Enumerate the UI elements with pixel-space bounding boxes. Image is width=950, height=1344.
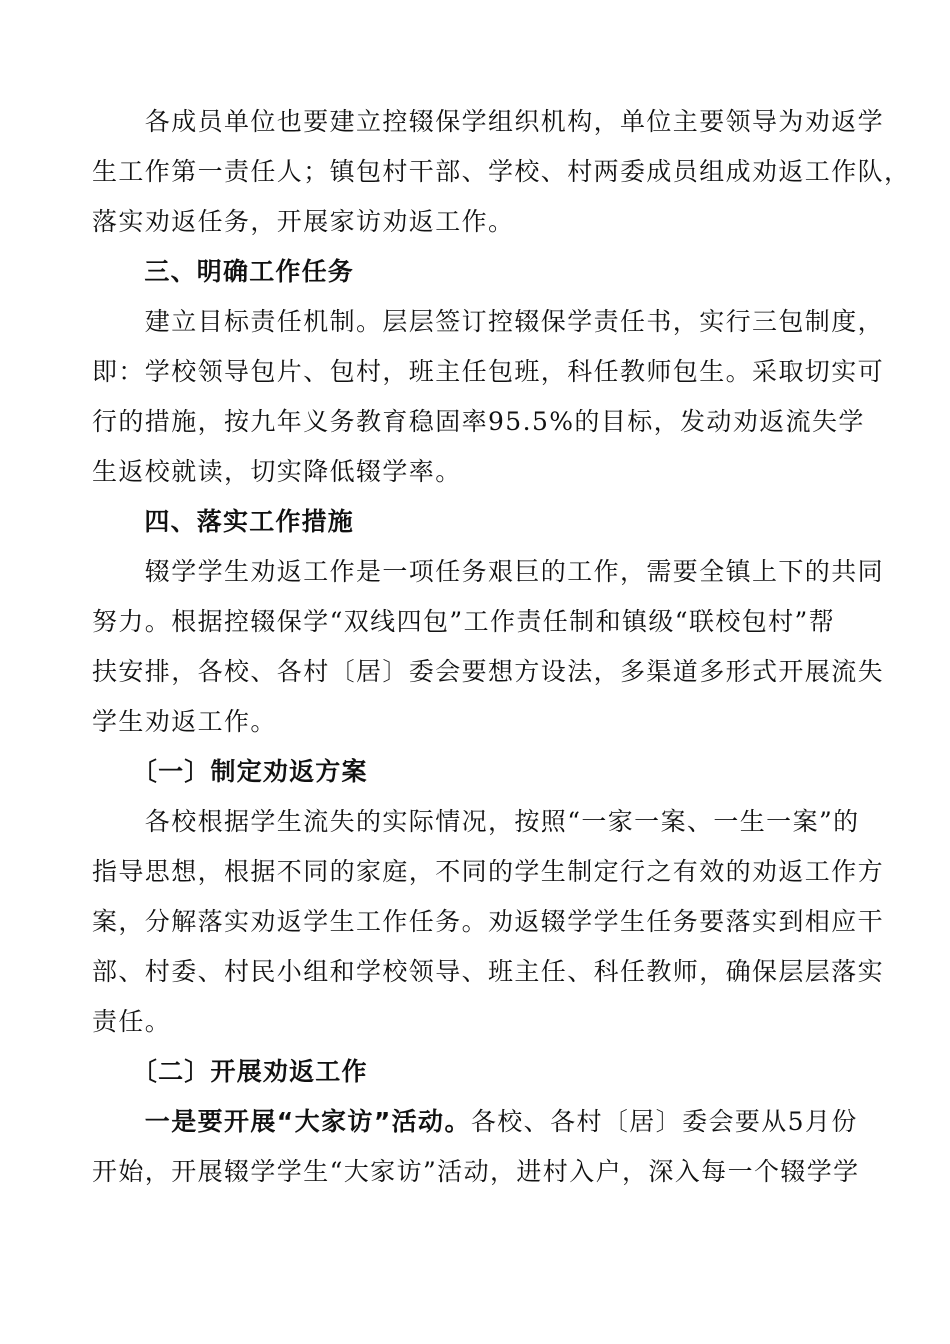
paragraph-line: 各成员单位也要建立控辍保学组织机构，单位主要领导为劝返学 (92, 107, 885, 136)
paragraph-line: 落实劝返任务，开展家访劝返工作。 (92, 207, 515, 236)
paragraph-line: 即：学校领导包片、包村，班主任包班，科任教师包生。采取切实可 (92, 357, 885, 386)
paragraph-line: 辍学学生劝返工作是一项任务艰巨的工作，需要全镇上下的共同 (92, 557, 885, 586)
bold-lead-text: 一是要开展“大家访”活动。 (92, 1107, 471, 1136)
paragraph-line: 行的措施，按九年义务教育稳固率95.5%的目标，发动劝返流失学 (92, 407, 865, 436)
section-heading-4: 四、落实工作措施 (92, 507, 355, 536)
paragraph-line: 建立目标责任机制。层层签订控辍保学责任书，实行三包制度， (92, 307, 885, 336)
paragraph-line: 努力。根据控辍保学“双线四包”工作责任制和镇级“联校包村”帮 (92, 607, 836, 636)
paragraph-line: 扶安排，各校、各村〔居〕委会要想方设法，多渠道多形式开展流失 (92, 657, 885, 686)
paragraph-line: 学生劝返工作。 (92, 707, 277, 736)
subsection-heading-2: 〔二〕开展劝返工作 (92, 1057, 368, 1086)
paragraph-text: 各校、各村〔居〕委会要从5月份 (470, 1107, 858, 1136)
paragraph-line: 指导思想，根据不同的家庭，不同的学生制定行之有效的劝返工作方 (92, 857, 885, 886)
paragraph-line: 部、村委、村民小组和学校领导、班主任、科任教师，确保层层落实 (92, 957, 885, 986)
paragraph-line: 生返校就读，切实降低辍学率。 (92, 457, 462, 486)
paragraph-line: 开始，开展辍学学生“大家访”活动，进村入户，深入每一个辍学学 (92, 1157, 860, 1186)
section-heading-3: 三、明确工作任务 (92, 257, 355, 286)
paragraph-line: 各校根据学生流失的实际情况，按照“一家一案、一生一案”的 (92, 807, 860, 836)
subsection-heading-1: 〔一〕制定劝返方案 (92, 757, 368, 786)
paragraph-line: 案，分解落实劝返学生工作任务。劝返辍学学生任务要落实到相应干 (92, 907, 885, 936)
paragraph-line: 生工作第一责任人；镇包村干部、学校、村两委成员组成劝返工作队， (92, 157, 911, 186)
paragraph-line-with-bold-lead (92, 1105, 872, 1139)
paragraph-line: 责任。 (92, 1007, 172, 1036)
